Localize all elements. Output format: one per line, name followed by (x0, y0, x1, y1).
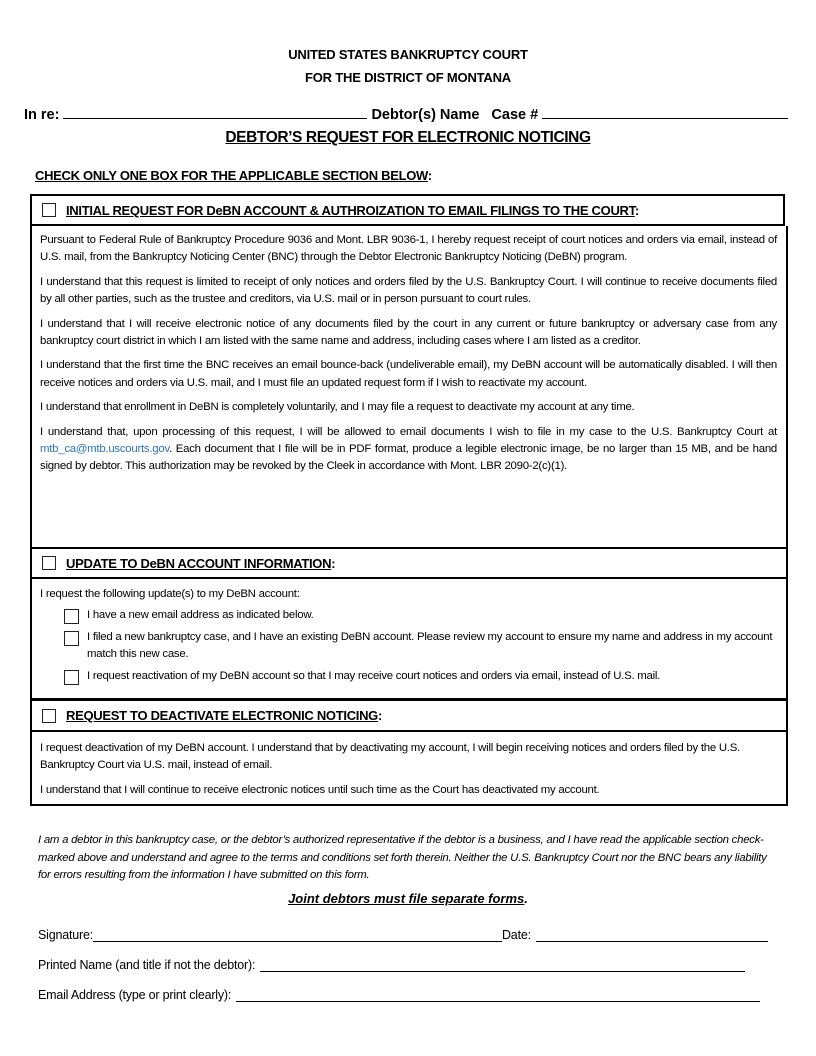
attestation-text: I am a debtor in this bankruptcy case, or the debtor’s authorized representative if the debtor is a business, and I have read the applicable section check-marked above and understand and agree to the terms and conditions set forth therein. Neither the U.S. Bankruptcy Court nor the BNC bears any liability for errors resulting from the information I have submitted on this form. (38, 834, 767, 882)
section-deactivate-body (30, 732, 788, 806)
update-option-new-email-checkbox[interactable] (64, 609, 79, 624)
in-re-field[interactable] (63, 104, 367, 119)
update-option-reactivate: I request reactivation of my DeBN account so that I may receive court notices and orders via email, instead of U.S. mail. (64, 668, 777, 685)
section-update-checkbox[interactable] (42, 556, 56, 570)
date-label: Date: (501, 928, 531, 942)
initial-paragraph-2: I understand that this request is limited to receipt of only notices and orders filed by the U.S. Bankruptcy Court. I will continue to receive documents filed by all other parties, such as the trustee and creditors, via U.S. mail or in person pursuant to court rules. (40, 275, 777, 306)
section-initial-body (30, 226, 788, 549)
case-number-label: Case # (491, 107, 539, 123)
update-option-new-email: I have a new email address as indicated below. (64, 607, 777, 624)
check-instruction: CHECK ONLY ONE BOX FOR THE APPLICABLE SECTION BELOW: (35, 168, 432, 183)
update-option-reactivate-checkbox[interactable] (64, 670, 79, 685)
section-initial-header: INITIAL REQUEST FOR DeBN ACCOUNT & AUTHROIZATION TO EMAIL FILINGS TO THE COURT: (30, 194, 785, 226)
section-update-heading: UPDATE TO DeBN ACCOUNT INFORMATION (66, 555, 332, 571)
initial-paragraph-4: I understand that the first time the BNC receives an email bounce-back (undeliverable email), my DeBN account will be automatically disabled. I will then receive notices and orders via U.S. mail, and I must file an updated request form if I wish to reactivate my account. (40, 359, 777, 389)
deactivate-paragraph-1: I request deactivation of my DeBN account. I understand that by deactivating my account, I will begin receiving notices and orders filed by the U.S. Bankruptcy Court via U.S. mail, instead of email. (40, 742, 740, 772)
email-label: Email Address (type or print clearly): (38, 988, 232, 1002)
section-initial-heading: INITIAL REQUEST FOR DeBN ACCOUNT & AUTHROIZATION TO EMAIL FILINGS TO THE COURT (66, 202, 635, 218)
printed-name-field[interactable] (260, 958, 745, 972)
update-option-new-case: I filed a new bankruptcy case, and I have an existing DeBN account. Please review my account to ensure my name and address in my account match this new case. (64, 629, 777, 664)
section-initial-checkbox[interactable] (42, 203, 56, 217)
email-field[interactable] (236, 988, 760, 1002)
joint-debtors-notice: Joint debtors must file separate forms. (288, 891, 528, 906)
printed-name-row (38, 958, 745, 972)
section-deactivate-heading: REQUEST TO DEACTIVATE ELECTRONIC NOTICING (66, 708, 378, 723)
signature-field[interactable] (93, 928, 502, 942)
initial-paragraph-1: Pursuant to Federal Rule of Bankruptcy Procedure 9036 and Mont. LBR 9036-1, I hereby request receipt of court notices and orders via email, instead of U.S. mail, from the Bankruptcy Noticing Center (BNC) through the Debtor Electronic Bankruptcy Noticing (DeBN) program. (40, 234, 777, 264)
court-name: UNITED STATES BANKRUPTCY COURT (288, 47, 528, 62)
printed-name-label: Printed Name (and title if not the debtor): (38, 958, 256, 972)
page-title: DEBTOR’S REQUEST FOR ELECTRONIC NOTICING (225, 129, 591, 146)
initial-paragraph-3: I understand that I will receive electronic notice of any documents filed by the court in any current or future bankruptcy or adversary case from any bankruptcy court district in which I am listed with the same name and address, including cases where I am listed as a creditor. (40, 317, 777, 348)
update-intro: I request the following update(s) to my DeBN account: (40, 588, 300, 600)
in-re-label: In re: (24, 107, 60, 123)
in-re-line (24, 104, 796, 123)
signature-label: Signature: (38, 928, 93, 942)
initial-paragraph-5: I understand that enrollment in DeBN is completely voluntarily, and I may file a request to deactivate my account at any time. (40, 401, 635, 414)
initial-paragraph-6: I understand that, upon processing of this request, I will be allowed to email documents I wish to file in my case to the U.S. Bankruptcy Court at mtb_ca@mtb.uscourts.gov. Each document that I file will be in PDF format, produce a legible electronic image, be no larger than 15 MB, and be hand signed by debtor. This authorization may be revoked by the Cleek in accordance with Mont. LBR 2090-2(c)(1). (40, 425, 777, 473)
court-district: FOR THE DISTRICT OF MONTANA (305, 70, 511, 85)
section-deactivate-checkbox[interactable] (42, 709, 56, 723)
section-update-body (30, 579, 788, 700)
signature-row (38, 928, 768, 942)
section-update-header: UPDATE TO DeBN ACCOUNT INFORMATION: (30, 547, 788, 579)
deactivate-paragraph-2: I understand that I will continue to receive electronic notices until such time as the Court has deactivated my account. (40, 783, 600, 796)
section-deactivate-header: REQUEST TO DEACTIVATE ELECTRONIC NOTICING: (30, 699, 788, 732)
court-email-link[interactable]: mtb_ca@mtb.uscourts.gov (40, 443, 170, 456)
date-field[interactable] (536, 928, 768, 942)
update-option-new-case-checkbox[interactable] (64, 631, 79, 646)
email-row (38, 988, 760, 1002)
debtor-name-label: Debtor(s) Name (371, 107, 480, 123)
case-number-field[interactable] (542, 104, 788, 119)
